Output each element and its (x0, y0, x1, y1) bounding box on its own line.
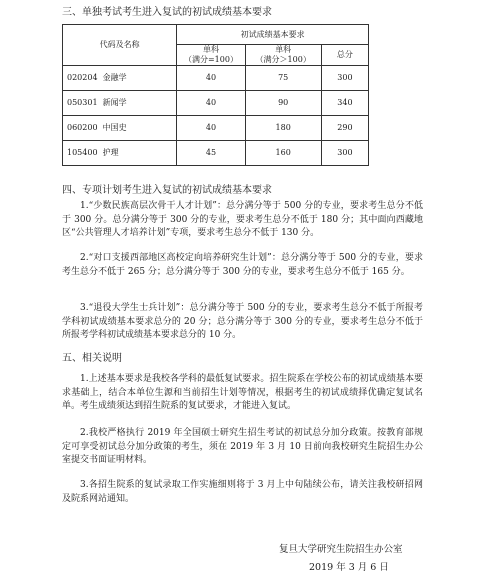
table-header-group: 初试成绩基本要求 (177, 25, 369, 45)
table-header-code: 代码及名称 (63, 25, 177, 66)
section4-heading: 四、专项计划考生进入复试的初试成绩基本要求 (62, 185, 272, 196)
signature-date: 2019 年 3 月 6 日 (309, 562, 389, 573)
table-header-total: 总分 (321, 45, 368, 66)
section3-heading: 三、单独考试考生进入复试的初试成绩基本要求 (62, 7, 272, 18)
table-row: 050301 新闻学 40 90 340 (63, 91, 369, 116)
table-row: 060200 中国史 40 180 290 (63, 116, 369, 141)
table-header-single-a: 单科 （满分=100） (177, 45, 245, 66)
table-header-single-b: 单科 （满分＞100） (245, 45, 321, 66)
section4-paragraph-1: 1.“少数民族高层次骨干人才计划”：总分满分等于 500 分的专业，要求考生总分不低于 300 分。总分满分等于 300 分的专业，要求考生总分不低于 180 分；其中面向西藏地区“公共管理人才培养计划”专项，要求考生总分不低于 130 分。 (62, 201, 423, 239)
table-row: 020204 金融学 40 75 300 (63, 66, 369, 91)
section5-paragraph-3: 3.各招生院系的复试录取工作实施细则将于 3 月上中旬陆续公布，请关注我校研招网及院系网站通知。 (62, 480, 423, 504)
section5-paragraph-2: 2.我校严格执行 2019 年全国硕士研究生招生考试的初试总分加分政策。按教育部规定可享受初试总分加分政策的考生，须在 2019 年 3 月 10 日前向我校研究生院招生办公室提交书面证明材料。 (62, 428, 423, 466)
section5-paragraph-1: 1.上述基本要求是我校各学科的最低复试要求。招生院系在学校公布的初试成绩基本要求基础上，结合本单位生源和当前招生计划等情况，根据考生的初试成绩择优确定复试名单。考生成绩须达到招生院系的复试要求，才能进入复试。 (62, 374, 423, 412)
section4-paragraph-3: 3.“退役大学生士兵计划”：总分满分等于 500 分的专业，要求考生总分不低于所报考学科初试成绩基本要求总分的 20 分；总分满分等于 300 分的专业，要求考生总分不低于所报考学科初试成绩基本要求总分的 10 分。 (62, 303, 423, 341)
table-row: 105400 护理 45 160 300 (63, 141, 369, 166)
signature-org: 复旦大学研究生院招生办公室 (279, 544, 403, 555)
section5-heading: 五、相关说明 (62, 353, 122, 364)
section4-paragraph-2: 2.“对口支援西部地区高校定向培养研究生计划”：总分满分等于 500 分的专业，要求考生总分不低于 265 分；总分满分等于 300 分的专业，要求考生总分不低于 165 分。 (62, 253, 423, 277)
score-table (62, 24, 369, 166)
